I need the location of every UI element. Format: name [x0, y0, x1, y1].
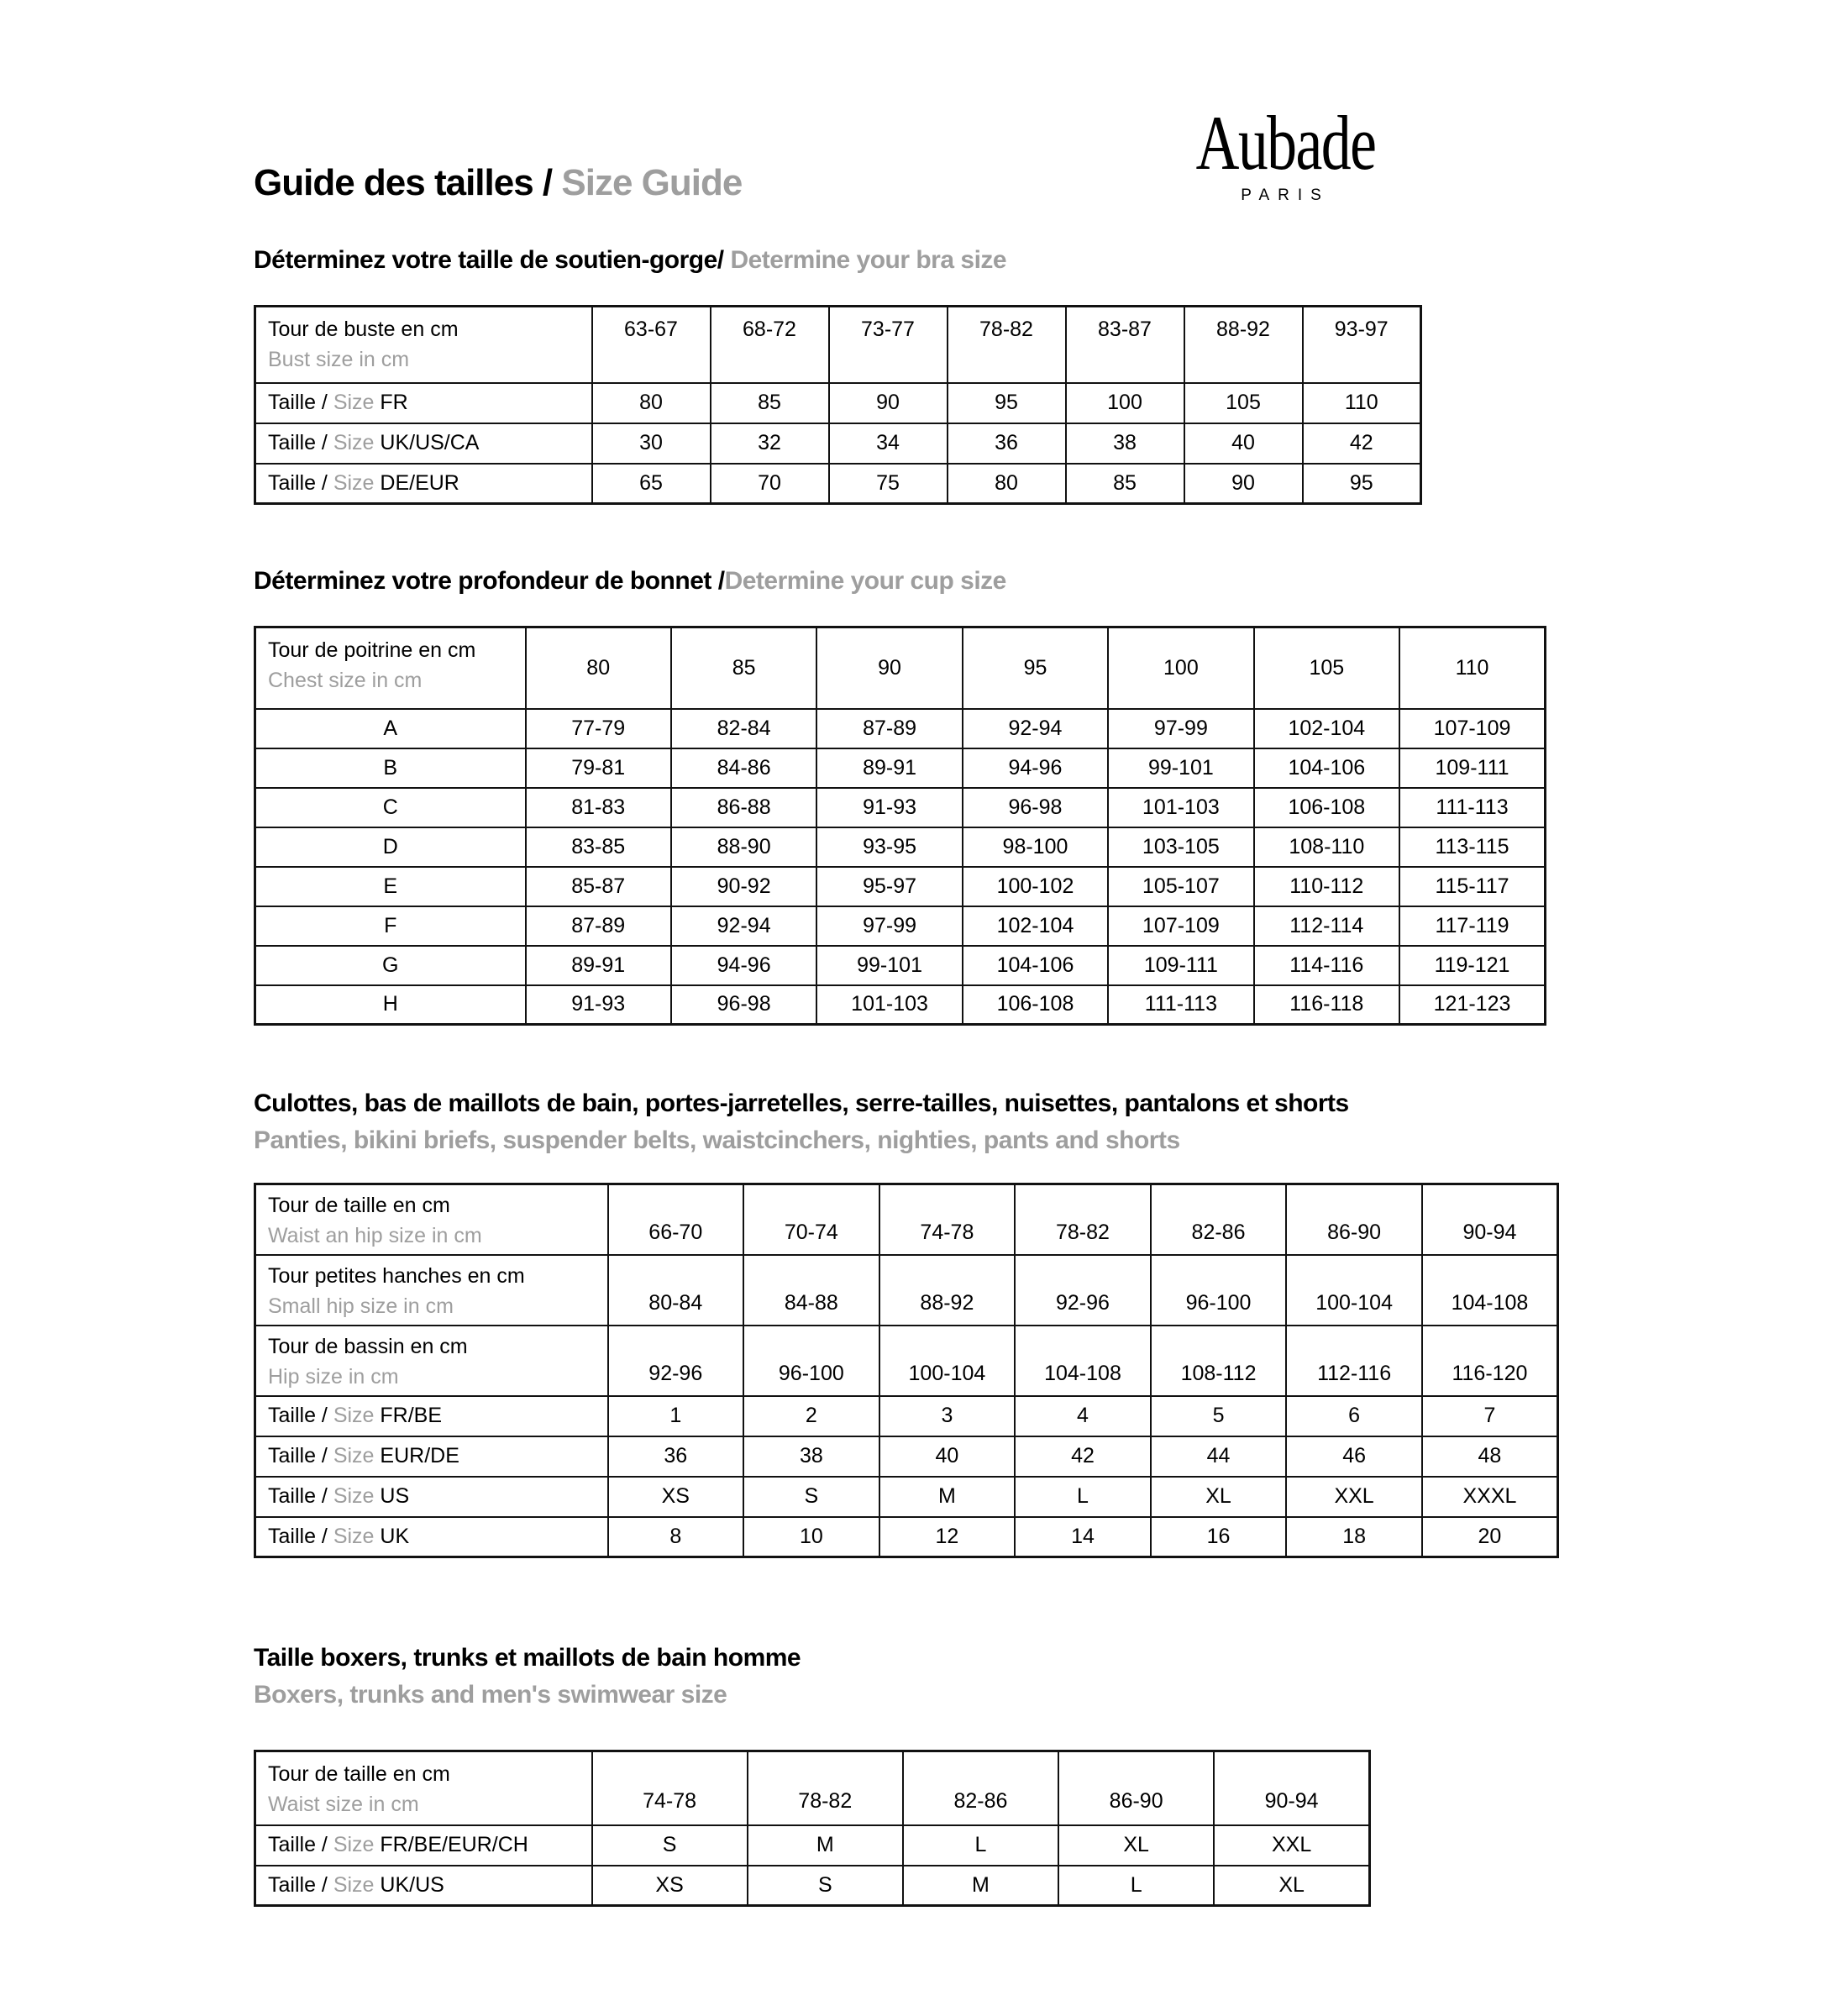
row-label-cell: G: [255, 946, 526, 985]
measure-label-en: Hip size in cm: [268, 1364, 399, 1389]
heading-en: Determine your bra size: [723, 246, 1007, 274]
page-title: [254, 161, 742, 205]
value-cell: 95: [963, 627, 1108, 709]
value-cell: 97-99: [816, 906, 962, 946]
value-cell: 85-87: [526, 867, 671, 906]
value-cell: 117-119: [1399, 906, 1545, 946]
size-label-system: UK: [380, 1524, 410, 1548]
size-label-size: Size: [333, 1484, 381, 1508]
value-cell: 114-116: [1254, 946, 1399, 985]
value-cell: 88-92: [879, 1255, 1016, 1326]
value-cell: 97-99: [1108, 709, 1253, 748]
value-cell: 108-112: [1151, 1326, 1287, 1396]
value-cell: 36: [948, 423, 1066, 464]
value-cell: 112-114: [1254, 906, 1399, 946]
size-label-system: US: [380, 1484, 410, 1508]
value-cell: 83-87: [1066, 307, 1184, 383]
row-label-cell: [255, 627, 526, 709]
size-label-system: FR/BE: [380, 1404, 443, 1427]
size-row: [255, 423, 1421, 464]
value-cell: 12: [879, 1517, 1016, 1557]
value-cell: 36: [608, 1436, 744, 1477]
measure-label-fr: Tour de taille en cm: [268, 1762, 450, 1786]
value-cell: 108-110: [1254, 827, 1399, 867]
cup-row: [255, 946, 1546, 985]
row-label-cell: D: [255, 827, 526, 867]
value-cell: 102-104: [963, 906, 1108, 946]
measure-label-fr: Tour de bassin en cm: [268, 1334, 468, 1358]
measure-label-fr: Tour petites hanches en cm: [268, 1263, 525, 1288]
value-cell: 104-108: [1015, 1326, 1151, 1396]
value-cell: 48: [1422, 1436, 1558, 1477]
size-label-taille: Taille /: [268, 1833, 333, 1856]
size-row: [255, 1436, 1558, 1477]
value-cell: 10: [743, 1517, 879, 1557]
value-cell: 84-88: [743, 1255, 879, 1326]
bra-section-heading: [254, 242, 1006, 279]
value-cell: 3: [879, 1396, 1016, 1436]
value-cell: 96-98: [963, 788, 1108, 827]
brand-wordmark: Aubade: [1195, 100, 1376, 186]
size-label-taille: Taille /: [268, 431, 333, 454]
row-label-cell: [255, 1184, 608, 1255]
value-cell: 89-91: [526, 946, 671, 985]
value-cell: 30: [592, 423, 711, 464]
aubade-logo: [1172, 100, 1390, 205]
value-cell: 109-111: [1108, 946, 1253, 985]
value-cell: XXXL: [1422, 1477, 1558, 1517]
size-label-taille: Taille /: [268, 1404, 333, 1427]
row-label-cell: [255, 383, 592, 423]
value-cell: 38: [743, 1436, 879, 1477]
value-cell: 101-103: [1108, 788, 1253, 827]
value-cell: 94-96: [671, 946, 816, 985]
value-cell: 75: [829, 464, 948, 504]
measure-row: [255, 1255, 1558, 1326]
value-cell: 113-115: [1399, 827, 1545, 867]
value-cell: 92-94: [963, 709, 1108, 748]
value-cell: 116-118: [1254, 985, 1399, 1025]
value-cell: M: [903, 1866, 1058, 1906]
size-label-taille: Taille /: [268, 1872, 333, 1897]
size-label-size: Size: [333, 431, 381, 454]
value-cell: 95: [948, 383, 1066, 423]
value-cell: 68-72: [711, 307, 829, 383]
value-cell: 107-109: [1108, 906, 1253, 946]
value-cell: 116-120: [1422, 1326, 1558, 1396]
page-title-en: Size Guide: [552, 162, 743, 203]
value-cell: 93-97: [1303, 307, 1421, 383]
heading-en: Panties, bikini briefs, suspender belts, waistcinchers, nighties, pants and shorts: [254, 1126, 1180, 1154]
size-label-size: Size: [333, 470, 381, 495]
value-cell: 92-94: [671, 906, 816, 946]
value-cell: 119-121: [1399, 946, 1545, 985]
value-cell: 83-85: [526, 827, 671, 867]
heading-en: Boxers, trunks and men's swimwear size: [254, 1681, 727, 1709]
size-label-size: Size: [333, 1833, 381, 1856]
value-cell: 100: [1066, 383, 1184, 423]
value-cell: M: [879, 1477, 1016, 1517]
value-cell: 42: [1303, 423, 1421, 464]
value-cell: 40: [879, 1436, 1016, 1477]
cup-row: [255, 748, 1546, 788]
value-cell: 105: [1254, 627, 1399, 709]
value-cell: 115-117: [1399, 867, 1545, 906]
row-label-cell: [255, 1436, 608, 1477]
value-cell: 88-92: [1184, 307, 1303, 383]
value-cell: XS: [608, 1477, 744, 1517]
size-label-size: Size: [333, 1524, 381, 1548]
cup-size-table: [254, 626, 1546, 1026]
value-cell: 77-79: [526, 709, 671, 748]
value-cell: 90-94: [1422, 1184, 1558, 1255]
value-cell: XL: [1214, 1866, 1369, 1906]
value-cell: 6: [1286, 1396, 1422, 1436]
measure-label-en: Bust size in cm: [268, 348, 410, 371]
value-cell: 2: [743, 1396, 879, 1436]
value-cell: XS: [592, 1866, 748, 1906]
row-label-cell: C: [255, 788, 526, 827]
value-cell: 86-90: [1058, 1751, 1214, 1825]
value-cell: 80: [526, 627, 671, 709]
value-cell: 4: [1015, 1396, 1151, 1436]
value-cell: 93-95: [816, 827, 962, 867]
value-cell: 90: [816, 627, 962, 709]
value-cell: 90: [829, 383, 948, 423]
size-label-taille: Taille /: [268, 1484, 333, 1508]
value-cell: 104-106: [963, 946, 1108, 985]
value-cell: 80: [592, 383, 711, 423]
value-cell: 91-93: [526, 985, 671, 1025]
heading-en: Determine your cup size: [724, 567, 1006, 595]
value-cell: 79-81: [526, 748, 671, 788]
value-cell: 106-108: [963, 985, 1108, 1025]
value-cell: 95: [1303, 464, 1421, 504]
value-cell: XXL: [1214, 1825, 1369, 1866]
value-cell: 104-108: [1422, 1255, 1558, 1326]
row-label-cell: A: [255, 709, 526, 748]
value-cell: 5: [1151, 1396, 1287, 1436]
value-cell: S: [743, 1477, 879, 1517]
value-cell: 103-105: [1108, 827, 1253, 867]
size-row: [255, 1825, 1370, 1866]
value-cell: 74-78: [879, 1184, 1016, 1255]
value-cell: 89-91: [816, 748, 962, 788]
value-cell: 111-113: [1108, 985, 1253, 1025]
value-cell: XL: [1058, 1825, 1214, 1866]
row-label-cell: [255, 1751, 592, 1825]
cup-row: [255, 867, 1546, 906]
value-cell: 98-100: [963, 827, 1108, 867]
measure-row: [255, 1751, 1370, 1825]
value-cell: 110-112: [1254, 867, 1399, 906]
men-section-heading: [254, 1640, 801, 1714]
cup-row: [255, 985, 1546, 1025]
value-cell: 66-70: [608, 1184, 744, 1255]
value-cell: 86-90: [1286, 1184, 1422, 1255]
value-cell: 74-78: [592, 1751, 748, 1825]
size-label-system: FR/BE/EUR/CH: [380, 1833, 528, 1856]
value-cell: M: [748, 1825, 903, 1866]
value-cell: 100: [1108, 627, 1253, 709]
value-cell: 18: [1286, 1517, 1422, 1557]
value-cell: 70: [711, 464, 829, 504]
size-label-system: FR: [380, 391, 408, 414]
size-label-taille: Taille /: [268, 1444, 333, 1467]
measure-label-fr: Tour de buste en cm: [268, 318, 459, 341]
cup-row: [255, 827, 1546, 867]
size-row: [255, 383, 1421, 423]
size-label-size: Size: [333, 1872, 381, 1897]
value-cell: 34: [829, 423, 948, 464]
value-cell: 14: [1015, 1517, 1151, 1557]
brand-city: PARIS: [1241, 186, 1330, 204]
size-label-size: Size: [333, 1404, 381, 1427]
value-cell: 44: [1151, 1436, 1287, 1477]
value-cell: XL: [1151, 1477, 1287, 1517]
size-row: [255, 1477, 1558, 1517]
size-label-system: EUR/DE: [380, 1444, 459, 1467]
value-cell: 105-107: [1108, 867, 1253, 906]
value-cell: 87-89: [816, 709, 962, 748]
heading-fr: Déterminez votre profondeur de bonnet /: [254, 567, 725, 595]
row-label-cell: F: [255, 906, 526, 946]
value-cell: 100-104: [879, 1326, 1016, 1396]
row-label-cell: [255, 1255, 608, 1326]
value-cell: 96-98: [671, 985, 816, 1025]
value-cell: 42: [1015, 1436, 1151, 1477]
value-cell: 63-67: [592, 307, 711, 383]
measure-label-fr: Tour de taille en cm: [268, 1194, 450, 1217]
size-label-system: UK/US: [380, 1872, 444, 1897]
value-cell: 107-109: [1399, 709, 1545, 748]
value-cell: 95-97: [816, 867, 962, 906]
value-cell: 85: [1066, 464, 1184, 504]
row-label-cell: B: [255, 748, 526, 788]
bottoms-size-table: [254, 1183, 1559, 1558]
value-cell: 73-77: [829, 307, 948, 383]
value-cell: 82-86: [1151, 1184, 1287, 1255]
measure-label-en: Waist size in cm: [268, 1793, 419, 1816]
value-cell: 96-100: [1151, 1255, 1287, 1326]
cup-section-heading: [254, 563, 1006, 600]
value-cell: 112-116: [1286, 1326, 1422, 1396]
page-title-fr: Guide des tailles /: [254, 162, 553, 203]
value-cell: 86-88: [671, 788, 816, 827]
value-cell: 81-83: [526, 788, 671, 827]
value-cell: S: [748, 1866, 903, 1906]
value-cell: 85: [671, 627, 816, 709]
row-label-cell: [255, 307, 592, 383]
heading-fr: Taille boxers, trunks et maillots de bain homme: [254, 1644, 801, 1672]
value-cell: 110: [1303, 383, 1421, 423]
value-cell: 87-89: [526, 906, 671, 946]
size-label-system: UK/US/CA: [380, 431, 480, 454]
value-cell: 92-96: [1015, 1255, 1151, 1326]
value-cell: 88-90: [671, 827, 816, 867]
row-label-cell: E: [255, 867, 526, 906]
value-cell: 111-113: [1399, 788, 1545, 827]
value-cell: 99-101: [1108, 748, 1253, 788]
value-cell: 84-86: [671, 748, 816, 788]
value-cell: 99-101: [816, 946, 962, 985]
row-label-cell: H: [255, 985, 526, 1025]
value-cell: L: [1058, 1866, 1214, 1906]
measure-label-en: Waist an hip size in cm: [268, 1224, 482, 1247]
value-cell: 85: [711, 383, 829, 423]
value-cell: 7: [1422, 1396, 1558, 1436]
size-label-size: Size: [333, 391, 381, 414]
value-cell: 104-106: [1254, 748, 1399, 788]
value-cell: 78-82: [1015, 1184, 1151, 1255]
value-cell: 80: [948, 464, 1066, 504]
size-label-taille: Taille /: [268, 1524, 333, 1548]
value-cell: 100-104: [1286, 1255, 1422, 1326]
value-cell: 121-123: [1399, 985, 1545, 1025]
value-cell: 20: [1422, 1517, 1558, 1557]
measure-row: [255, 1326, 1558, 1396]
size-row: [255, 1517, 1558, 1557]
value-cell: 80-84: [608, 1255, 744, 1326]
value-cell: 90-92: [671, 867, 816, 906]
value-cell: 8: [608, 1517, 744, 1557]
value-cell: 100-102: [963, 867, 1108, 906]
size-label-taille: Taille /: [268, 391, 333, 414]
value-cell: 65: [592, 464, 711, 504]
size-label-size: Size: [333, 1444, 381, 1467]
measure-label-en: Small hip size in cm: [268, 1294, 454, 1318]
measure-row: [255, 307, 1421, 383]
measure-label-fr: Tour de poitrine en cm: [268, 638, 476, 662]
value-cell: 90: [1184, 464, 1303, 504]
value-cell: 110: [1399, 627, 1545, 709]
value-cell: 16: [1151, 1517, 1287, 1557]
value-cell: 38: [1066, 423, 1184, 464]
value-cell: 46: [1286, 1436, 1422, 1477]
cup-row: [255, 788, 1546, 827]
value-cell: 78-82: [948, 307, 1066, 383]
value-cell: L: [903, 1825, 1058, 1866]
value-cell: 109-111: [1399, 748, 1545, 788]
size-row: [255, 1866, 1370, 1906]
value-cell: 96-100: [743, 1326, 879, 1396]
value-cell: XXL: [1286, 1477, 1422, 1517]
row-label-cell: [255, 1866, 592, 1906]
row-label-cell: [255, 464, 592, 504]
value-cell: 32: [711, 423, 829, 464]
value-cell: 92-96: [608, 1326, 744, 1396]
value-cell: 106-108: [1254, 788, 1399, 827]
bottoms-section-heading: [254, 1085, 1349, 1159]
size-label-taille: Taille /: [268, 470, 333, 495]
value-cell: 105: [1184, 383, 1303, 423]
men-size-table: [254, 1750, 1371, 1907]
measure-row: [255, 1184, 1558, 1255]
size-row: [255, 1396, 1558, 1436]
row-label-cell: [255, 1517, 608, 1557]
value-cell: 78-82: [748, 1751, 903, 1825]
row-label-cell: [255, 1326, 608, 1396]
value-cell: 102-104: [1254, 709, 1399, 748]
value-cell: 94-96: [963, 748, 1108, 788]
value-cell: S: [592, 1825, 748, 1866]
heading-fr: Culottes, bas de maillots de bain, portes-jarretelles, serre-tailles, nuisettes, pantalons et shorts: [254, 1089, 1349, 1117]
value-cell: 101-103: [816, 985, 962, 1025]
cup-row: [255, 906, 1546, 946]
value-cell: 91-93: [816, 788, 962, 827]
measure-row: [255, 627, 1546, 709]
row-label-cell: [255, 1477, 608, 1517]
heading-fr: Déterminez votre taille de soutien-gorge/: [254, 246, 724, 274]
row-label-cell: [255, 1396, 608, 1436]
bra-size-table: [254, 305, 1422, 505]
row-label-cell: [255, 423, 592, 464]
cup-row: [255, 709, 1546, 748]
measure-label-en: Chest size in cm: [268, 669, 423, 692]
size-row: [255, 464, 1421, 504]
value-cell: 82-84: [671, 709, 816, 748]
value-cell: 90-94: [1214, 1751, 1369, 1825]
value-cell: L: [1015, 1477, 1151, 1517]
value-cell: 40: [1184, 423, 1303, 464]
value-cell: 82-86: [903, 1751, 1058, 1825]
size-label-system: DE/EUR: [380, 470, 459, 495]
value-cell: 1: [608, 1396, 744, 1436]
value-cell: 70-74: [743, 1184, 879, 1255]
row-label-cell: [255, 1825, 592, 1866]
